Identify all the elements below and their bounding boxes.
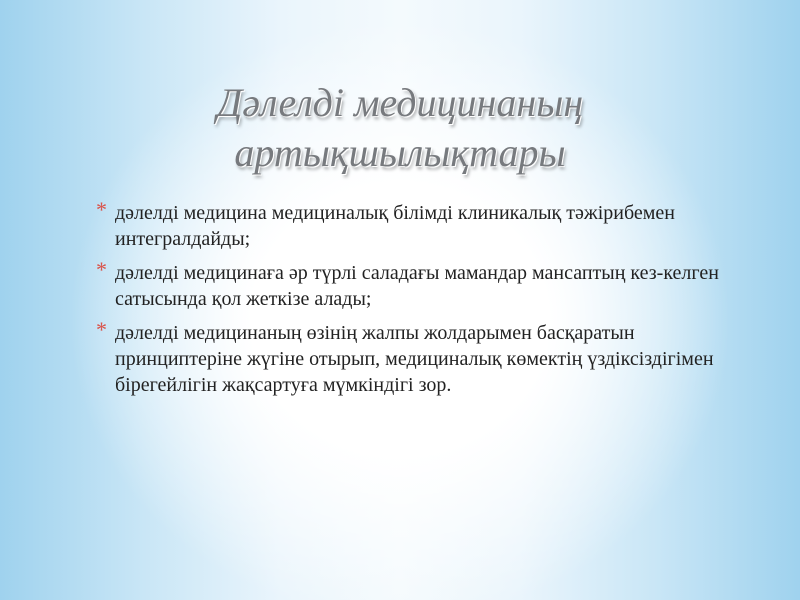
- slide-title: [0, 78, 800, 178]
- slide-title-line-1: Дәлелді медицинаның: [216, 80, 584, 125]
- bullet-item: [96, 257, 726, 312]
- asterisk-bullet-icon: *: [96, 317, 107, 342]
- bullet-text: дәлелді медицина медициналық білімді клиникалық тәжірибемен интегралдайды;: [115, 202, 675, 250]
- bullet-item: [96, 317, 726, 398]
- asterisk-bullet-icon: *: [96, 257, 107, 282]
- asterisk-bullet-icon: *: [96, 197, 107, 222]
- bullet-list: [96, 197, 726, 406]
- bullet-text: дәлелді медицинаның өзінің жалпы жолдарымен басқаратын принциптеріне жүгіне отырып, медициналық көмектің үздіксіздігімен бірегейлігін жақсартуға мүмкіндігі зор.: [115, 322, 714, 396]
- bullet-item: [96, 197, 726, 252]
- slide-title-line-2: артықшылықтары: [234, 130, 566, 175]
- bullet-text: дәлелді медицинаға әр түрлі саладағы мамандар мансаптың кез-келген сатысында қол жеткізе алады;: [115, 262, 719, 310]
